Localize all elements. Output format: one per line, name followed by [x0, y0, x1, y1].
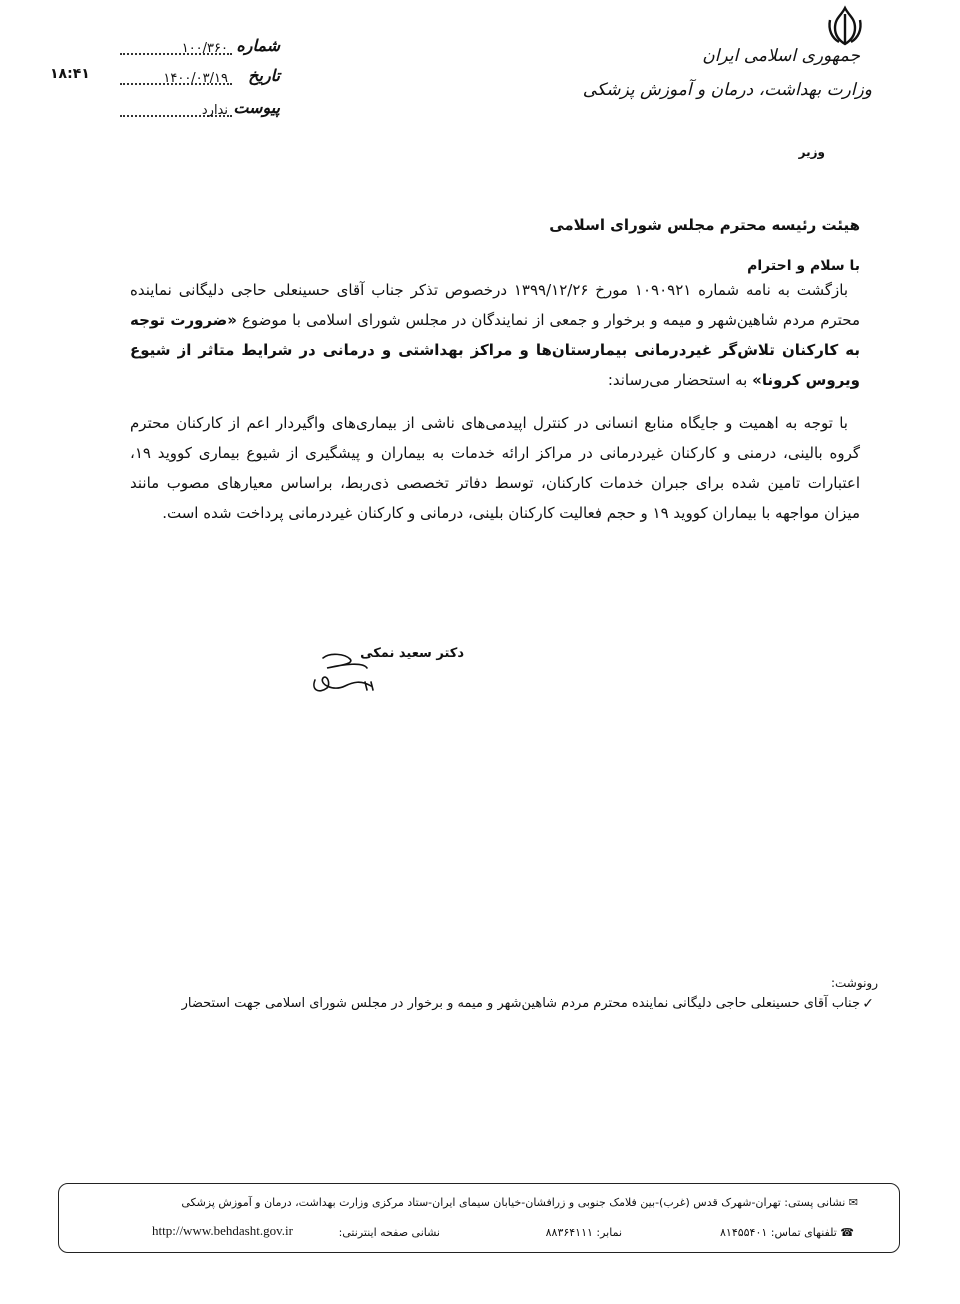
addressee: هیئت رئیسه محترم مجلس شورای اسلامی: [549, 216, 860, 234]
header-ministry: وزارت بهداشت، درمان و آموزش پزشکی: [582, 80, 872, 100]
attachment-label: پیوست: [233, 98, 280, 117]
phone-value: ۸۱۴۵۵۴۰۱: [720, 1226, 768, 1239]
signer-name: دکتر سعید نمکی: [360, 646, 464, 661]
timestamp: ۱۸:۴۱: [50, 66, 90, 82]
cc-title: رونوشت:: [830, 976, 878, 990]
mail-icon: ✉: [848, 1196, 858, 1209]
footer-fax: [546, 1226, 622, 1239]
date-value: ۱۴۰۰/۰۳/۱۹: [163, 71, 228, 86]
footer-box: [58, 1183, 900, 1253]
handwritten-signature: [305, 650, 380, 696]
website-link[interactable]: http://www.behdasht.gov.ir: [152, 1223, 293, 1238]
header-country: جمهوری اسلامی ایران: [702, 46, 860, 66]
fax-value: ۸۸۳۶۴۱۱۱: [545, 1226, 593, 1239]
attachment-row: [120, 98, 280, 120]
date-label: تاریخ: [248, 66, 280, 85]
paragraph-1: [130, 275, 860, 395]
fax-label: نمابر:: [596, 1226, 622, 1239]
phone-label: تلفنهای تماس:: [770, 1226, 837, 1239]
number-label: شماره: [236, 36, 280, 55]
number-value: ۱۰۰/۳۶۰: [181, 41, 228, 56]
paragraph-1-intro: بازگشت به نامه شماره ۱۰۹۰۹۲۱ مورخ ۱۳۹۹/۱۲/۲۶ درخصوص تذکر جناب آقای حسینعلی حاجی دلیگانی نماینده محترم مردم شاهین‌شهر و میمه و برخوار و جمعی از نمایندگان در مجلس شورای اسلامی با موضوع: [130, 281, 860, 329]
attachment-value: ندارد: [201, 103, 228, 118]
national-emblem-icon: [825, 4, 865, 48]
footer-address: [181, 1196, 858, 1209]
footer-site-label: نشانی صفحه اینترنتی:: [338, 1226, 440, 1239]
salutation: با سلام و احترام: [747, 258, 860, 274]
footer-phone: [720, 1226, 854, 1239]
phone-icon: ☎: [840, 1226, 854, 1239]
cc-recipient: جناب آقای حسینعلی حاجی دلیگانی نماینده محترم مردم شاهین‌شهر و میمه و برخوار در مجلس شورای اسلامی جهت استحضار: [181, 996, 860, 1011]
paragraph-2: [130, 408, 860, 528]
paragraph-2-text: با توجه به اهمیت و جایگاه منابع انسانی در کنترل اپیدمی‌های ناشی از بیماری‌های واگیردار اعم از کارکنان محترم گروه بالینی، درمنی و کارکنان غیردرمانی در مراکز ارائه خدمات به بیماران و پیشگیری از شیوع بیماری کووید ۱۹، اعتبارات تامین شده برای جبران خدمات کارکنان، توسط دفاتر تخصصی ذی‌ربط، براساس معیارهای مصوب مانند میزان مواجهه با بیماران کووید ۱۹ و حجم فعالیت کارکنان بلینی، درمانی و کارکنان غیردرمانی پرداخت شده است.: [130, 414, 860, 522]
header-office: وزیر: [798, 145, 825, 159]
paragraph-1-subject: «ضرورت توجه به کارکنان تلاش‌گر غیردرمانی بیمارستان‌ها و مراکز بهداشتی و درمانی در شرایط متاثر از شیوع ویروس کرونا»: [130, 311, 860, 389]
letter-date-row: [120, 66, 280, 88]
paragraph-1-end: به استحضار می‌رساند:: [607, 371, 753, 389]
footer-address-text: نشانی پستی: تهران-شهرک قدس (غرب)-بین فلامک جنوبی و زرافشان-خیابان سیمای ایران-ستاد مرکزی وزارت بهداشت، درمان و آموزش پزشکی: [181, 1196, 846, 1209]
letter-number-row: [120, 36, 280, 58]
checkmark-icon: ✓: [862, 996, 874, 1012]
